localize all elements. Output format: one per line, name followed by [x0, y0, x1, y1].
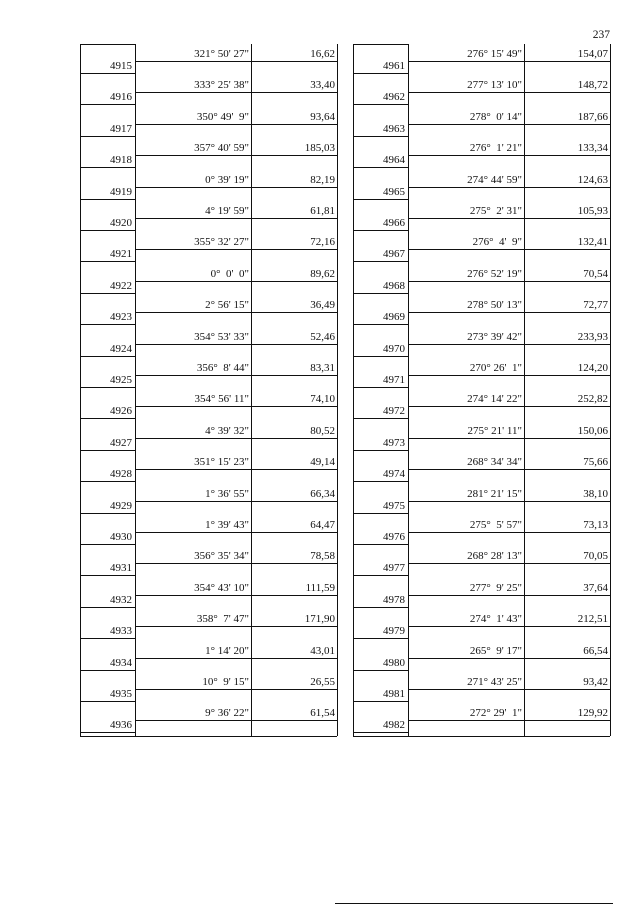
row-rule: [353, 670, 408, 671]
bearing-angle: 321° 50' 27": [194, 48, 249, 60]
distance-value: 187,66: [577, 111, 608, 123]
bearing-angle: 351° 15' 23": [194, 456, 249, 468]
column-rule: [524, 44, 525, 736]
bearing-angle: 278° 50' 13": [467, 299, 522, 311]
row-rule: [408, 375, 610, 376]
distance-value: 26,55: [310, 676, 335, 688]
row-rule: [408, 281, 610, 282]
row-rule: [353, 136, 408, 137]
row-rule: [353, 450, 408, 451]
row-rule: [408, 312, 610, 313]
row-rule: [135, 375, 337, 376]
distance-value: 150,06: [577, 425, 608, 437]
distance-value: 148,72: [577, 79, 608, 91]
distance-value: 16,62: [310, 48, 335, 60]
point-id: 4974: [383, 468, 405, 480]
point-id: 4979: [383, 625, 405, 637]
row-rule: [135, 218, 337, 219]
point-id: 4930: [110, 531, 132, 543]
row-rule: [353, 261, 408, 262]
distance-value: 64,47: [310, 519, 335, 531]
distance-value: 61,54: [310, 707, 335, 719]
row-rule: [135, 406, 337, 407]
point-id: 4916: [110, 91, 132, 103]
row-rule: [80, 544, 135, 545]
distance-value: 75,66: [583, 456, 608, 468]
distance-value: 132,41: [577, 236, 608, 248]
distance-value: 78,58: [310, 550, 335, 562]
distance-value: 111,59: [305, 582, 335, 594]
point-id: 4918: [110, 154, 132, 166]
row-rule: [80, 670, 135, 671]
bearing-angle: 277° 13' 10": [467, 79, 522, 91]
row-rule: [353, 324, 408, 325]
distance-value: 70,54: [583, 268, 608, 280]
distance-value: 105,93: [577, 205, 608, 217]
row-rule: [135, 281, 337, 282]
row-rule: [408, 501, 610, 502]
point-id: 4963: [383, 123, 405, 135]
bearing-angle: 356° 35' 34": [194, 550, 249, 562]
column-rule: [135, 44, 136, 736]
point-id: 4928: [110, 468, 132, 480]
row-rule: [80, 513, 135, 514]
point-id: 4975: [383, 500, 405, 512]
bearing-angle: 356° 8' 44": [196, 362, 249, 374]
row-rule: [353, 387, 408, 388]
bearing-angle: 1° 14' 20": [205, 645, 249, 657]
bearing-angle: 358° 7' 47": [196, 613, 249, 625]
row-rule: [408, 155, 610, 156]
distance-value: 133,34: [577, 142, 608, 154]
row-rule: [408, 61, 610, 62]
row-rule: [135, 501, 337, 502]
distance-value: 36,49: [310, 299, 335, 311]
point-id: 4976: [383, 531, 405, 543]
row-rule: [80, 481, 135, 482]
point-id: 4978: [383, 594, 405, 606]
row-rule: [353, 544, 408, 545]
point-id: 4970: [383, 343, 405, 355]
distance-value: 61,81: [310, 205, 335, 217]
point-id: 4977: [383, 562, 405, 574]
row-rule: [353, 575, 408, 576]
row-rule: [135, 61, 337, 62]
distance-value: 73,13: [583, 519, 608, 531]
distance-value: 38,10: [583, 488, 608, 500]
column-rule: [337, 44, 338, 736]
point-id: 4968: [383, 280, 405, 292]
distance-value: 212,51: [577, 613, 608, 625]
row-rule: [408, 689, 610, 690]
point-id: 4919: [110, 186, 132, 198]
bearing-angle: 276° 1' 21": [469, 142, 522, 154]
point-id: 4933: [110, 625, 132, 637]
distance-value: 129,92: [577, 707, 608, 719]
bearing-angle: 273° 39' 42": [467, 331, 522, 343]
point-id: 4936: [110, 719, 132, 731]
point-id: 4915: [110, 60, 132, 72]
row-rule: [353, 73, 408, 74]
distance-value: 37,64: [583, 582, 608, 594]
row-rule: [135, 720, 337, 721]
row-rule: [353, 513, 408, 514]
row-rule: [135, 438, 337, 439]
row-rule: [135, 532, 337, 533]
point-id: 4934: [110, 657, 132, 669]
row-rule: [408, 406, 610, 407]
row-rule: [353, 167, 408, 168]
bearing-angle: 271° 43' 25": [467, 676, 522, 688]
bearing-angle: 277° 9' 25": [469, 582, 522, 594]
bearing-angle: 276° 52' 19": [467, 268, 522, 280]
column-rule: [80, 44, 81, 736]
distance-value: 82,19: [310, 174, 335, 186]
row-rule: [80, 450, 135, 451]
distance-value: 66,34: [310, 488, 335, 500]
row-rule: [80, 167, 135, 168]
distance-value: 171,90: [304, 613, 335, 625]
row-rule: [408, 187, 610, 188]
row-rule: [80, 732, 135, 733]
row-rule: [353, 736, 610, 737]
bearing-angle: 272° 29' 1": [469, 707, 522, 719]
row-rule: [80, 638, 135, 639]
row-rule: [353, 481, 408, 482]
column-rule: [251, 44, 252, 736]
row-rule: [135, 155, 337, 156]
left-bearing-table: [80, 44, 337, 736]
bearing-angle: 4° 19' 59": [205, 205, 249, 217]
bearing-angle: 274° 44' 59": [467, 174, 522, 186]
bearing-angle: 355° 32' 27": [194, 236, 249, 248]
bearing-angle: 0° 39' 19": [205, 174, 249, 186]
bearing-angle: 276° 15' 49": [467, 48, 522, 60]
row-rule: [408, 344, 610, 345]
distance-value: 52,46: [310, 331, 335, 343]
row-rule: [353, 199, 408, 200]
page-number: 237: [592, 29, 610, 41]
point-id: 4967: [383, 248, 405, 260]
point-id: 4924: [110, 343, 132, 355]
row-rule: [408, 595, 610, 596]
point-id: 4927: [110, 437, 132, 449]
point-id: 4923: [110, 311, 132, 323]
row-rule: [80, 136, 135, 137]
row-rule: [135, 344, 337, 345]
bearing-angle: 1° 39' 43": [205, 519, 249, 531]
bearing-angle: 268° 34' 34": [467, 456, 522, 468]
row-rule: [135, 689, 337, 690]
distance-value: 70,05: [583, 550, 608, 562]
row-rule: [353, 701, 408, 702]
column-rule: [353, 44, 354, 736]
row-rule: [80, 199, 135, 200]
distance-value: 233,93: [577, 331, 608, 343]
point-id: 4931: [110, 562, 132, 574]
row-rule: [135, 92, 337, 93]
point-id: 4980: [383, 657, 405, 669]
row-rule: [408, 438, 610, 439]
bearing-angle: 354° 56' 11": [194, 393, 249, 405]
distance-value: 83,31: [310, 362, 335, 374]
row-rule: [135, 563, 337, 564]
distance-value: 124,63: [577, 174, 608, 186]
distance-value: 49,14: [310, 456, 335, 468]
bearing-angle: 1° 36' 55": [205, 488, 249, 500]
point-id: 4962: [383, 91, 405, 103]
row-rule: [135, 595, 337, 596]
row-rule: [353, 732, 408, 733]
row-rule: [408, 92, 610, 93]
bearing-angle: 350° 49' 9": [196, 111, 249, 123]
distance-value: 33,40: [310, 79, 335, 91]
distance-value: 185,03: [304, 142, 335, 154]
bearing-angle: 10° 9' 15": [202, 676, 249, 688]
row-rule: [80, 293, 135, 294]
distance-value: 72,77: [583, 299, 608, 311]
point-id: 4935: [110, 688, 132, 700]
bottom-rule: [335, 903, 613, 904]
row-rule: [353, 607, 408, 608]
distance-value: 252,82: [577, 393, 608, 405]
row-rule: [80, 230, 135, 231]
point-id: 4971: [383, 374, 405, 386]
row-rule: [408, 124, 610, 125]
row-rule: [408, 563, 610, 564]
distance-value: 43,01: [310, 645, 335, 657]
row-rule: [353, 638, 408, 639]
row-rule: [80, 356, 135, 357]
row-rule: [408, 218, 610, 219]
point-id: 4922: [110, 280, 132, 292]
bearing-angle: 4° 39' 32": [205, 425, 249, 437]
bearing-angle: 274° 1' 43": [469, 613, 522, 625]
bearing-angle: 275° 21' 11": [467, 425, 522, 437]
point-id: 4969: [383, 311, 405, 323]
point-id: 4961: [383, 60, 405, 72]
distance-value: 124,20: [577, 362, 608, 374]
row-rule: [80, 575, 135, 576]
row-rule: [80, 736, 337, 737]
column-rule: [408, 44, 409, 736]
row-rule: [80, 324, 135, 325]
row-rule: [80, 261, 135, 262]
row-rule: [353, 418, 408, 419]
row-rule: [80, 607, 135, 608]
bearing-angle: 2° 56' 15": [205, 299, 249, 311]
point-id: 4932: [110, 594, 132, 606]
bearing-angle: 0° 0' 0": [210, 268, 249, 280]
row-rule: [408, 658, 610, 659]
point-id: 4917: [110, 123, 132, 135]
column-rule: [610, 44, 611, 736]
bearing-angle: 268° 28' 13": [467, 550, 522, 562]
row-rule: [353, 293, 408, 294]
distance-value: 72,16: [310, 236, 335, 248]
point-id: 4972: [383, 405, 405, 417]
row-rule: [408, 249, 610, 250]
bearing-angle: 278° 0' 14": [469, 111, 522, 123]
distance-value: 80,52: [310, 425, 335, 437]
bearing-angle: 354° 53' 33": [194, 331, 249, 343]
row-rule: [408, 469, 610, 470]
row-rule: [135, 626, 337, 627]
row-rule: [353, 104, 408, 105]
row-rule: [353, 356, 408, 357]
row-rule: [80, 44, 135, 45]
point-id: 4966: [383, 217, 405, 229]
point-id: 4920: [110, 217, 132, 229]
row-rule: [80, 73, 135, 74]
point-id: 4981: [383, 688, 405, 700]
row-rule: [135, 312, 337, 313]
row-rule: [135, 187, 337, 188]
bearing-angle: 357° 40' 59": [194, 142, 249, 154]
bearing-angle: 265° 9' 17": [469, 645, 522, 657]
distance-value: 66,54: [583, 645, 608, 657]
bearing-angle: 275° 5' 57": [469, 519, 522, 531]
point-id: 4965: [383, 186, 405, 198]
right-bearing-table: [353, 44, 610, 736]
row-rule: [408, 720, 610, 721]
point-id: 4973: [383, 437, 405, 449]
point-id: 4964: [383, 154, 405, 166]
row-rule: [80, 418, 135, 419]
row-rule: [408, 626, 610, 627]
row-rule: [353, 230, 408, 231]
row-rule: [135, 469, 337, 470]
distance-value: 93,64: [310, 111, 335, 123]
row-rule: [135, 124, 337, 125]
row-rule: [135, 658, 337, 659]
bearing-angle: 274° 14' 22": [467, 393, 522, 405]
row-rule: [353, 44, 408, 45]
point-id: 4926: [110, 405, 132, 417]
point-id: 4929: [110, 500, 132, 512]
bearing-angle: 276° 4' 9": [472, 236, 522, 248]
bearing-angle: 281° 21' 15": [467, 488, 522, 500]
row-rule: [408, 532, 610, 533]
bearing-angle: 333° 25' 38": [194, 79, 249, 91]
distance-value: 154,07: [577, 48, 608, 60]
bearing-angle: 275° 2' 31": [469, 205, 522, 217]
bearing-angle: 354° 43' 10": [194, 582, 249, 594]
point-id: 4982: [383, 719, 405, 731]
row-rule: [135, 249, 337, 250]
bearing-angle: 270° 26' 1": [469, 362, 522, 374]
bearing-angle: 9° 36' 22": [205, 707, 249, 719]
distance-value: 89,62: [310, 268, 335, 280]
distance-value: 93,42: [583, 676, 608, 688]
point-id: 4925: [110, 374, 132, 386]
row-rule: [80, 701, 135, 702]
row-rule: [80, 104, 135, 105]
distance-value: 74,10: [310, 393, 335, 405]
row-rule: [80, 387, 135, 388]
point-id: 4921: [110, 248, 132, 260]
